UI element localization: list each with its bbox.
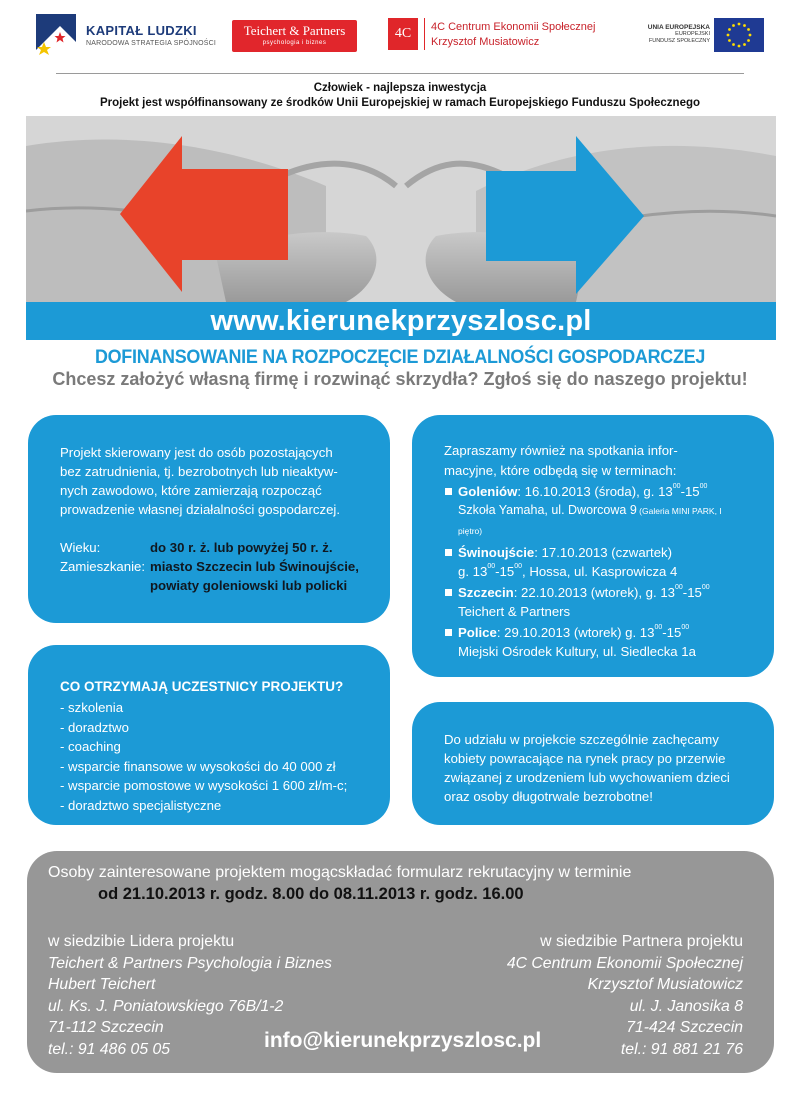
motto-line-2: Projekt jest współfinansowany ze środków Unii Europejskiej w ramach Europejskiego Funduszu Społecznego	[99, 97, 701, 109]
kapital-ludzki-text	[86, 23, 216, 47]
contact-box	[27, 851, 774, 1073]
invite-line-3: związanej z urodzeniem lub wychowaniem dzieci	[444, 770, 730, 785]
benefit-item: - doradztwo	[60, 719, 129, 735]
criteria-age	[60, 538, 370, 557]
benefits-title: CO OTRZYMAJĄ UCZESTNICY PROJEKTU?	[60, 679, 344, 694]
benefit-item: - doradztwo specjalistyczne	[60, 797, 222, 813]
benefit-item: - wsparcie pomostowe w wysokości 1 600 zł/m-c;	[60, 778, 348, 793]
residence-value-2: powiaty goleniowski lub policki	[150, 578, 348, 593]
benefits-list	[60, 698, 370, 815]
meeting-time-end: -15	[662, 625, 682, 640]
criteria	[60, 538, 370, 595]
header-divider	[56, 73, 744, 74]
invite-line-1: Do udziału w projekcie szczególnie zachęcamy	[444, 732, 719, 747]
recruitment-dates: od 21.10.2013 r. godz. 8.00 do 08.11.2013 r. godz. 16.00	[98, 885, 524, 903]
meeting-date: : 22.10.2013 (wtorek), g. 13	[513, 585, 675, 600]
meeting-time-end: -15	[682, 585, 702, 600]
residence-label: Zamieszkanie:	[60, 559, 146, 574]
meeting-date: : 29.10.2013 (wtorek) g. 13	[496, 625, 655, 640]
eu-star-icon	[749, 34, 752, 37]
partner-address	[507, 931, 743, 1060]
eu-star-icon	[732, 43, 735, 46]
benefit-item: - coaching	[60, 739, 121, 754]
hands-illustration	[26, 116, 776, 302]
meeting-goleniow	[444, 482, 746, 541]
motto	[0, 81, 800, 111]
meeting-time: g. 13	[458, 564, 488, 579]
meeting-police	[444, 623, 746, 661]
benefits-box	[28, 645, 390, 825]
partner-org: 4C Centrum Ekonomii Społecznej	[506, 954, 743, 972]
c4-divider	[424, 18, 425, 50]
eu-fund-label-1: EUROPEJSKI	[675, 31, 710, 37]
partner-heading: w siedzibie Partnera projektu	[540, 933, 743, 950]
meeting-city: Goleniów	[458, 484, 518, 499]
partner-person: Krzysztof Musiatowicz	[587, 976, 743, 993]
partner-city: 71-424 Szczecin	[626, 1019, 743, 1036]
meeting-place: Teichert & Partners	[458, 604, 571, 619]
kapital-ludzki-title: KAPITAŁ LUDZKI	[86, 23, 197, 38]
eu-flag-icon	[714, 18, 764, 52]
eu-star-icon	[728, 28, 731, 31]
eu-text	[630, 24, 710, 45]
meeting-city: Świnoujście	[458, 545, 535, 560]
website-banner[interactable]: www.kierunekprzyszlosc.pl	[26, 302, 776, 340]
meeting-time-sup: 00	[487, 563, 496, 570]
meeting-date: : 16.10.2013 (środa), g. 13	[517, 484, 673, 499]
meeting-time-sup: 00	[514, 563, 522, 570]
c4-person: Krzysztof Musiatowicz	[431, 36, 540, 48]
age-label: Wieku:	[60, 540, 101, 555]
target-text-1: Projekt skierowany jest do osób pozostających	[60, 445, 333, 460]
c4-name: 4C Centrum Ekonomii Społecznej	[431, 21, 596, 33]
benefit-item: - szkolenia	[60, 700, 124, 715]
eu-star-icon	[747, 39, 750, 42]
meeting-swinoujscie	[444, 543, 746, 581]
meeting-szczecin	[444, 583, 746, 621]
kapital-ludzki-logo	[30, 12, 80, 56]
meeting-time-sup: 00	[654, 624, 663, 631]
meeting-time-sup: 00	[681, 624, 690, 631]
meeting-time-sup: 00	[672, 483, 681, 490]
c4-logo-text	[431, 20, 595, 50]
meeting-city: Police	[458, 625, 497, 640]
invitation-box	[412, 702, 774, 825]
leader-heading: w siedzibie Lidera projektu	[48, 933, 235, 950]
meeting-place: Miejski Ośrodek Kultury, ul. Siedlecka 1a	[458, 644, 696, 659]
partner-street: ul. J. Janosika 8	[629, 997, 743, 1015]
meeting-city: Szczecin	[458, 585, 514, 600]
leader-street: ul. Ks. J. Poniatowskiego 76B/1-2	[48, 997, 284, 1015]
age-value: do 30 r. ż. lub powyżej 50 r. ż.	[150, 540, 333, 555]
target-text-3: nych zawodowo, które zamierzają rozpocząć	[60, 483, 322, 498]
meetings-box	[412, 415, 774, 677]
leader-org: Teichert & Partners Psychologia i Biznes	[48, 954, 332, 972]
eu-star-icon	[727, 34, 730, 37]
eu-union-label: UNIA EUROPEJSKA	[647, 24, 710, 31]
criteria-residence-cont	[60, 576, 370, 595]
recruitment-info: Osoby zainteresowane projektem mogącskładać formularz rekrutacyjny w terminie	[48, 864, 632, 881]
meeting-time-end: -15	[495, 564, 515, 579]
hero-image	[26, 116, 776, 302]
criteria-residence	[60, 557, 370, 576]
eu-star-icon	[743, 43, 746, 46]
teichert-partners-name: Teichert & Partners	[243, 23, 346, 38]
partner-phone[interactable]: tel.: 91 881 21 76	[620, 1040, 743, 1058]
meeting-place: Szkoła Yamaha, ul. Dworcowa 9	[458, 503, 637, 517]
leader-city: 71-112 Szczecin	[48, 1019, 164, 1036]
meeting-date: : 17.10.2013 (czwartek)	[534, 545, 673, 560]
eu-star-icon	[738, 45, 741, 48]
eu-star-icon	[743, 24, 746, 27]
meeting-time-sup: 00	[675, 584, 683, 591]
target-text-2: bez zatrudnienia, tj. bezrobotnych lub nieaktyw-	[60, 464, 338, 479]
teichert-partners-tagline: psychologia i biznes	[262, 40, 327, 46]
benefit-item: - wsparcie finansowe w wysokości do 40 000 zł	[60, 758, 336, 774]
leader-phone[interactable]: tel.: 91 486 05 05	[48, 1040, 171, 1058]
meeting-place: , Hossa, ul. Kasprowicza 4	[522, 564, 678, 579]
eu-star-icon	[728, 39, 731, 42]
meetings-intro-2: macyjne, które odbędą się w terminach:	[444, 463, 677, 478]
target-text-4: prowadzenie własnej działalności gospodarczej.	[60, 502, 341, 517]
c4-logo-mark: 4C	[388, 18, 418, 50]
eu-fund-label-2: FUNDUSZ SPOŁECZNY	[648, 38, 710, 44]
kapital-ludzki-subtitle: NARODOWA STRATEGIA SPÓJNOŚCI	[86, 40, 217, 47]
residence-value-1: miasto Szczecin lub Świnoujście,	[150, 559, 359, 574]
leader-person: Hubert Teichert	[48, 976, 156, 993]
motto-line-1: Człowiek - najlepsza inwestycja	[313, 82, 487, 94]
invite-line-2: kobiety powracające na rynek pracy po przerwie	[444, 751, 726, 766]
meeting-time-end: -15	[680, 484, 700, 499]
invite-line-4: oraz osoby długotrwale bezrobotne!	[444, 789, 653, 804]
header-logos	[0, 0, 800, 70]
meeting-time-sup: 00	[699, 483, 708, 490]
meeting-time-sup: 00	[701, 584, 710, 591]
meetings-intro-1: Zapraszamy również na spotkania infor-	[444, 443, 678, 458]
eu-star-icon	[732, 24, 735, 27]
sub-headline: Chcesz założyć własną firmę i rozwinąć skrzydła? Zgłoś się do naszego projektu!	[52, 369, 748, 389]
meeting-place-note: (Galeria MINI PARK, I piętro)	[458, 506, 722, 536]
eu-star-icon	[747, 28, 750, 31]
teichert-partners-logo	[232, 20, 357, 52]
main-headline: DOFINANSOWANIE NA ROZPOCZĘCIE DZIAŁALNOŚCI GOSPODARCZEJ	[94, 346, 706, 368]
eu-star-icon	[738, 23, 741, 26]
target-group-box	[28, 415, 390, 623]
contact-email-link[interactable]: info@kierunekprzyszlosc.pl	[264, 1029, 542, 1052]
